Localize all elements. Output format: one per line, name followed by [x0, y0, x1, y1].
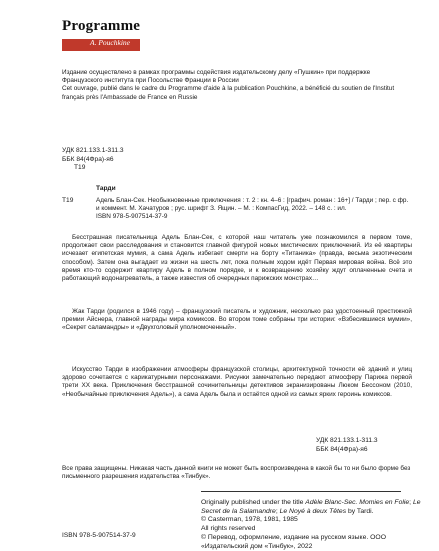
publisher-logo	[62, 18, 172, 52]
original-suffix: by Tardi.	[346, 507, 374, 515]
annotation-paragraph-3: Искусство Тарди в изображении атмосферы французской столицы, архитектурной точности её зданий и улиц здорово сочетается с карикатурными персонажами. Рисунки замечательно передают атмосферу Парижа первой трети XX века. Приключения бесстрашной сочинительницы детективов экранизированы Люком Бессоном (2010, «Необычайные приключения Адель»), а сама Адель была и остаётся одной из самых ярких героинь комиксов.	[62, 366, 412, 398]
annotation-paragraph-1: Бесстрашная писательница Адель Блан-Сек, с которой наш читатель уже познакомился в первом томе, продолжает свои расследования и становится главной фигурой новых мистических приключений. Из её квартиры исчезает египетская мумия, а сама Адель избегает смерти на борту «Титаника» (правда, весьма экзотическим способом). Затем она выгадает из жизни на шесть лет, пока полным ходом идёт Первая мировая война. Всё это время кто-то содержит квартиру Адель в полном порядке, и к возвращению хозяйку ждут оплаченные счета и работающий водонагреватель, а также известия об очередных парижских монстрах…	[62, 234, 412, 283]
author-name: Тарди	[96, 185, 116, 192]
original-title-line	[201, 499, 421, 516]
bbk-code: ББК 84(4Фра)-я6	[62, 155, 114, 163]
logo-word: Programme	[62, 18, 141, 34]
copyright-original: © Casterman, 1978, 1981, 1985	[201, 516, 298, 524]
original-title-b: Le Secret de la Salamandre	[201, 499, 421, 515]
divider-rule	[201, 491, 401, 492]
bottom-bbk: ББК 84(4Фра)-я6	[316, 445, 368, 453]
original-title-c: Le Noyé à deux Têtes	[279, 507, 347, 515]
author-mark: Т19	[74, 164, 86, 172]
bibliographic-isbn: ISBN 978-5-907514-37-9	[96, 213, 168, 221]
logo-subtitle: A. Pouchkine	[90, 38, 130, 47]
author-mark-left: Т19	[62, 197, 74, 204]
original-title-a: Adèle Blanc-Sec. Momies en Folie	[305, 499, 410, 506]
bottom-udk: УДК 821.133.1-311.3	[316, 437, 378, 444]
support-statement-fr: Cet ouvrage, publié dans le cadre du Programme d'aide à la publication Pouchkine, a bénéficié du soutien de l'Institut français près l'Ambassade de France en Russie	[62, 85, 395, 101]
bibliographic-record	[96, 197, 412, 222]
bottom-classification	[316, 437, 378, 454]
udk-code: УДК 821.133.1-311.3	[62, 147, 124, 154]
classification-block	[62, 147, 124, 173]
original-prefix: Originally published under the title	[201, 499, 306, 506]
bibliographic-description: Адель Блан-Сек. Необыкновенные приключения : т. 2 : кн. 4–6 : [графич. роман : 16+] / Тарди ; пер. с фр. и коммент. М. Хачатуров ; рус. шрифт З. Ящин. – М. : КомпасГид, 2022. – 148 с. : ил.	[96, 197, 409, 213]
original-sep-2: ;	[275, 507, 280, 515]
rights-notice: Все права защищены. Никакая часть данной книги не может быть воспроизведена в какой бы то ни было форме без письменного разрешения издательства «Тинбук».	[62, 465, 411, 481]
copyright-russian: © Перевод, оформление, издание на русском языке. ООО «Издательский дом «Тинбук», 2022	[201, 533, 387, 550]
isbn-footer: ISBN 978-5-907514-37-9	[62, 532, 136, 539]
annotation-paragraph-2: Жак Тарди (родился в 1946 году) – французский писатель и художник, несколько раз удостоенный престижной премии Айснера, главной награды мира комиксов. Во втором томе собраны три истории: «Взбесившиеся мумии», «Секрет саламандры» и «Двухголовый уполномоченный».	[62, 308, 412, 332]
original-publication	[201, 499, 421, 551]
support-statement-ru: Издание осуществлено в рамках программы содействия издательскому делу «Пушкин» при поддержке Французского института при Посольстве Франции в России	[62, 69, 371, 85]
rights-reserved: All rights reserved	[201, 525, 256, 533]
original-sep-1: ;	[409, 499, 413, 506]
support-statement	[62, 69, 402, 102]
